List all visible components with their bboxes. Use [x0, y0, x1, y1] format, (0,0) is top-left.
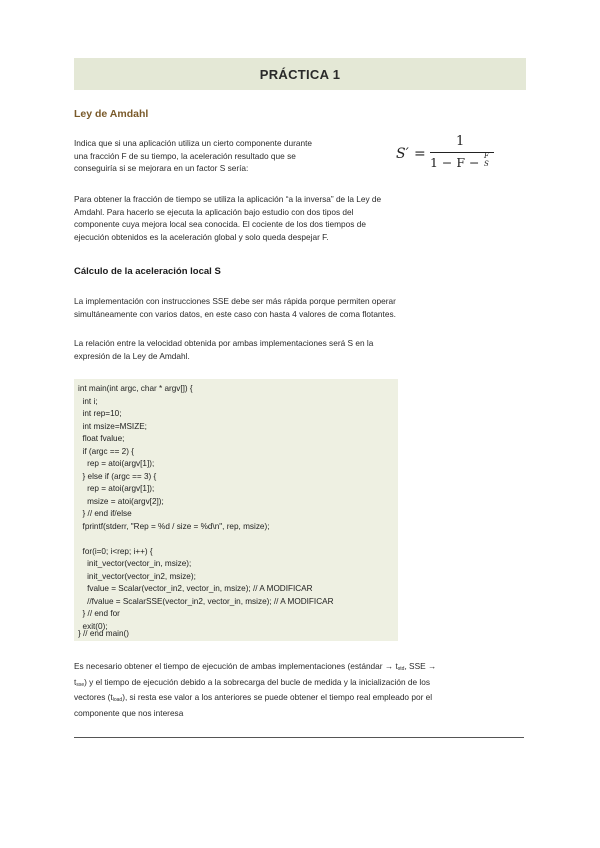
text-line: una fracción F de su tiempo, la aceleración resultado que se [74, 150, 296, 161]
code-line: init_vector(vector_in2, msize); [78, 571, 196, 581]
text-line [74, 676, 436, 692]
code-line: int rep=10; [78, 409, 122, 418]
subscript-std: std [397, 666, 405, 672]
text-line [74, 660, 436, 676]
small-fraction-den: S [484, 160, 489, 168]
code-line: rep = atoi(argv[1]); [78, 459, 155, 468]
section-heading-local-acceleration: Cálculo de la aceleración local S [74, 266, 221, 277]
text-segment: , SSE → [404, 661, 437, 671]
text-segment: ) y el tiempo de ejecución debido a la sobrecarga del bucle de medida y la inicialización de los [84, 676, 431, 687]
formula-lhs: S′ [396, 146, 409, 162]
formula-numerator: 1 [456, 134, 465, 149]
formula-small-fraction [484, 152, 489, 168]
code-block [74, 379, 398, 641]
text-line: Indica que si una aplicación utiliza un cierto componente durante [74, 138, 312, 148]
inverse-paragraph [74, 193, 381, 243]
code-line: int main(int argc, char * argv[]) { [78, 384, 193, 393]
code-line: int i; [78, 396, 98, 406]
text-segment: t [74, 676, 77, 687]
code-line: fvalue = Scalar(vector_in2, vector_in, msize); // A MODIFICAR [78, 584, 313, 593]
code-line: if (argc == 2) { [78, 446, 134, 456]
bottom-divider [74, 737, 524, 738]
text-line [74, 691, 436, 707]
text-segment: vectores (t [74, 692, 113, 702]
code-line: exit(0); [78, 621, 108, 631]
text-line: componente cuya mejora local sea conocida. El cociente de los dos tiempos de [74, 219, 366, 229]
text-line: expresión de la Ley de Amdahl. [74, 350, 190, 361]
relation-paragraph [74, 337, 373, 362]
formula-equals: = [414, 146, 426, 162]
text-line: ejecución obtenidos es la aceleración global y solo queda despejar F. [74, 231, 329, 242]
code-line: } // end for [78, 609, 120, 618]
text-line: componente que nos interesa [74, 707, 184, 718]
text-line: Amdahl. Para hacerlo se ejecuta la aplicación bajo estudio con dos tipos del [74, 206, 354, 217]
text-segment: Es necesario obtener el tiempo de ejecución de ambas implementaciones (estándar → t [74, 661, 398, 671]
final-paragraph [74, 660, 436, 719]
formula-denominator: 1 − F − [430, 155, 480, 170]
text-line: Para obtener la fracción de tiempo se utiliza la aplicación “a la inversa” de la Ley de [74, 194, 382, 204]
text-line: simultáneamente con varios datos, en este caso con hasta 4 valores de coma flotantes. [74, 308, 396, 319]
text-line: La relación entre la velocidad obtenida por ambas implementaciones será S en la [74, 338, 374, 348]
code-line: } else if (argc == 3) { [78, 471, 157, 481]
code-line: msize = atoi(argv[2]); [78, 496, 164, 506]
code-line: int msize=MSIZE; [78, 421, 147, 431]
small-fraction-num: F [484, 152, 489, 160]
code-line: for(i=0; i<rep; i++) { [78, 546, 153, 556]
text-line: La implementación con instrucciones SSE debe ser más rápida porque permiten operar [74, 296, 396, 306]
section-heading-amdahl: Ley de Amdahl [74, 108, 149, 120]
subscript-sse: sse [76, 681, 85, 688]
code-line: rep = atoi(argv[1]); [78, 484, 155, 493]
text-line: conseguiría si se mejorara en un factor S sería: [74, 163, 249, 173]
code-line: float fvalue; [78, 434, 125, 443]
sse-paragraph [74, 295, 396, 320]
page-title: PRÁCTICA 1 [74, 58, 526, 90]
code-line: init_vector(vector_in, msize); [78, 559, 192, 568]
intro-paragraph [74, 137, 312, 175]
code-line: fprintf(stderr, "Rep = %d / size = %d\n", rep, msize); [78, 521, 270, 531]
text-segment: ), si resta ese valor a los anteriores se puede obtener el tiempo real empleado por el [122, 692, 433, 702]
code-line: } // end main() [78, 629, 129, 638]
code-line: } // end if/else [78, 509, 132, 518]
subscript-load: load [112, 697, 123, 703]
code-line: //fvalue = ScalarSSE(vector_in2, vector_in, msize); // A MODIFICAR [78, 596, 334, 606]
